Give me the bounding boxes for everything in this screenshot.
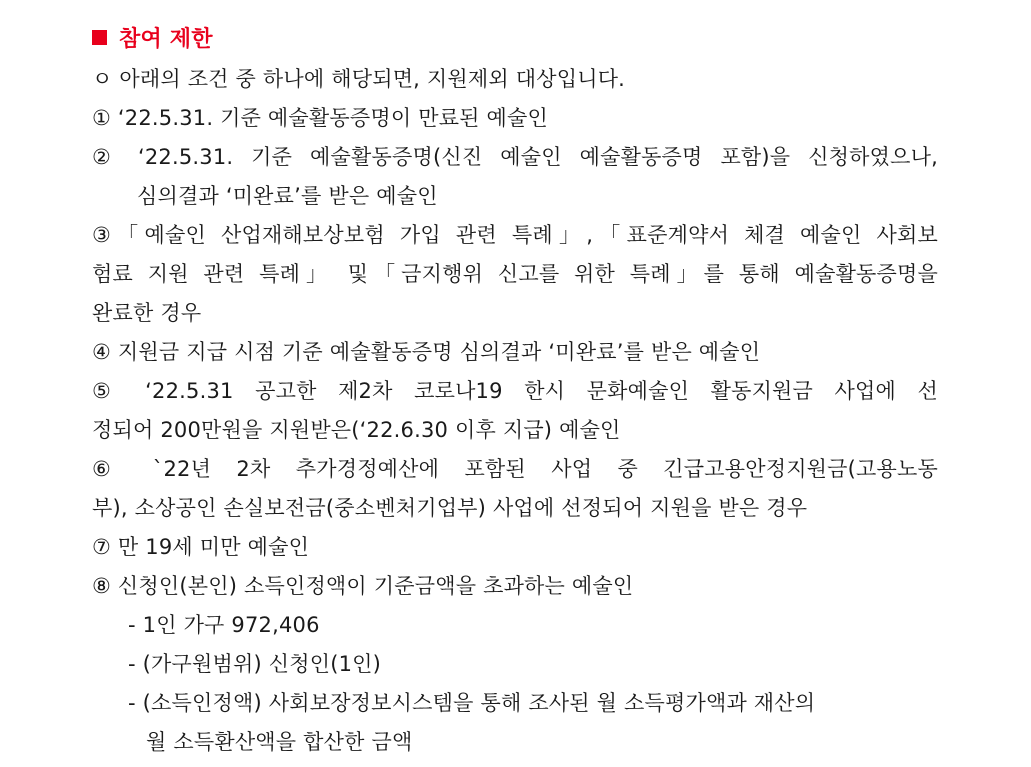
- condition-6-line-1: ⑥ `22년 2차 추가경정예산에 포함된 사업 중 긴급고용안정지원금(고용노동: [92, 457, 938, 481]
- condition-5-line-1: ⑤ ‘22.5.31 공고한 제2차 코로나19 한시 문화예술인 활동지원금 사업에 선: [92, 379, 938, 403]
- condition-3-line-1: ③「예술인 산업재해보상보험 가입 관련 특례」,「표준계약서 체결 예술인 사회보: [92, 223, 938, 247]
- red-square-bullet-icon: [92, 30, 107, 45]
- condition-4: ④ 지원금 지급 시점 기준 예술활동증명 심의결과 ‘미완료’를 받은 예술인: [92, 340, 761, 364]
- condition-2-line-2: 심의결과 ‘미완료’를 받은 예술인: [137, 184, 438, 208]
- condition-1: ① ‘22.5.31. 기준 예술활동증명이 만료된 예술인: [92, 106, 548, 130]
- section-title: 참여 제한: [119, 27, 213, 52]
- condition-3-line-2: 험료 지원 관련 특례」 및「금지행위 신고를 위한 특례」를 통해 예술활동증명을: [92, 262, 938, 286]
- sub-item-3-line-2: 월 소득환산액을 합산한 금액: [146, 730, 413, 754]
- condition-6-line-2: 부), 소상공인 손실보전금(중소벤처기업부) 사업에 선정되어 지원을 받은 경우: [92, 496, 808, 520]
- condition-3-line-3: 완료한 경우: [92, 301, 202, 325]
- condition-8: ⑧ 신청인(본인) 소득인정액이 기준금액을 초과하는 예술인: [92, 574, 634, 598]
- intro-text: ㅇ 아래의 조건 중 하나에 해당되면, 지원제외 대상입니다.: [92, 67, 626, 91]
- sub-item-2: - (가구원범위) 신청인(1인): [128, 652, 382, 676]
- condition-7: ⑦ 만 19세 미만 예술인: [92, 535, 310, 559]
- sub-item-1: - 1인 가구 972,406: [128, 613, 320, 637]
- sub-item-3-line-1: - (소득인정액) 사회보장정보시스템을 통해 조사된 월 소득평가액과 재산의: [128, 691, 816, 715]
- condition-5-line-2: 정되어 200만원을 지원받은(‘22.6.30 이후 지급) 예술인: [92, 418, 621, 442]
- section-heading: [92, 25, 213, 55]
- condition-2-line-1: ② ‘22.5.31. 기준 예술활동증명(신진 예술인 예술활동증명 포함)을 신청하였으나,: [92, 145, 938, 169]
